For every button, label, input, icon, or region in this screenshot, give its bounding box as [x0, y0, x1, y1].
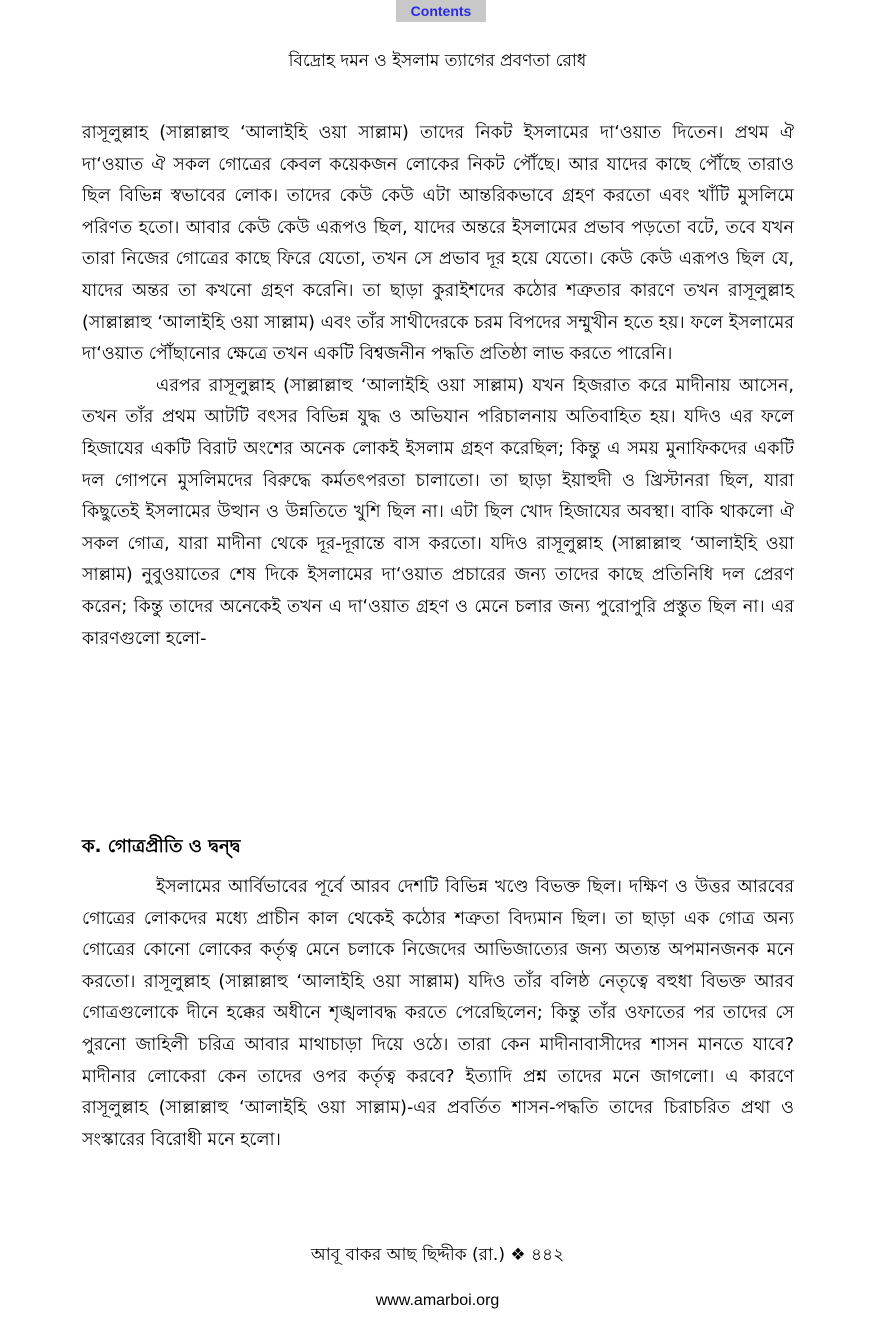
- footer-page-number: ৪৪২: [531, 1245, 565, 1265]
- section-body: [82, 872, 794, 1156]
- footer-book-title: আবূ বাকর আছ ছিদ্দীক (রা.): [310, 1245, 505, 1265]
- running-header: বিদ্রোহ দমন ও ইসলাম ত্যাগের প্রবণতা রোধ: [288, 51, 587, 71]
- website-link[interactable]: www.amarboi.org: [375, 1292, 500, 1309]
- main-body: [82, 118, 794, 655]
- paragraph-1: রাসূলুল্লাহ (সাল্লাল্লাহু ‘আলাইহি ওয়া সাল্লাম) তাদের নিকট ইসলামের দা‘ওয়াত দিতেন। প্রথম ঐ দা‘ওয়াত ঐ সকল গোত্রের কেবল কয়েকজন লোকের নিকট পৌঁছে। আর যাদের কাছে পৌঁছে তারাও ছিল বিভিন্ন স্বভাবের লোক। তাদের কেউ কেউ এটা আন্তরিকভাবে গ্রহণ করতো এবং খাঁটি মুসলিমে পরিণত হতো। আবার কেউ কেউ এরূপও ছিল, যাদের অন্তরে ইসলামের প্রভাব পড়তো বটে, তবে যখন তারা নিজের গোত্রের কাছে ফিরে যেতো, তখন সে প্রভাব দূর হয়ে যেতো। কেউ কেউ এরূপও ছিল যে, যাদের অন্তর তা কখনো গ্রহণ করেনি। তা ছাড়া কুরাইশদের কঠোর শত্রুতার কারণে তখন রাসূলুল্লাহ (সাল্লাল্লাহু ‘আলাইহি ওয়া সাল্লাম) এবং তাঁর সাথীদেরকে চরম বিপদের সম্মুখীন হতে হয়। ফলে ইসলামের দা‘ওয়াত পৌঁছানোর ক্ষেত্রে তখন একটি বিশ্বজনীন পদ্ধতি প্রতিষ্ঠা লাভ করতে পারেনি।: [82, 123, 794, 365]
- contents-button[interactable]: Contents: [396, 0, 486, 22]
- paragraph-2: এরপর রাসূলুল্লাহ (সাল্লাল্লাহু ‘আলাইহি ওয়া সাল্লাম) যখন হিজরাত করে মাদীনায় আসেন, তখন তাঁর প্রথম আটটি বৎসর বিভিন্ন যুদ্ধ ও অভিযান পরিচালনায় অতিবাহিত হয়। যদিও এর ফলে হিজাযের একটি বিরাট অংশের অনেক লোকই ইসলাম গ্রহণ করেছিল; কিন্তু এ সময় মুনাফিকদের একটি দল গোপনে মুসলিমদের বিরুদ্ধে কর্মতৎপরতা চালাতো। তা ছাড়া ইয়াহুদী ও খ্রিস্টানরা ছিল, যারা কিছুতেই ইসলামের উত্থান ও উন্নতিতে খুশি ছিল না। এটা ছিল খোদ হিজাযের অবস্থা। বাকি থাকলো ঐ সকল গোত্র, যারা মাদীনা থেকে দূর-দূরান্তে বাস করতো। যদিও রাসূলুল্লাহ (সাল্লাল্লাহু ‘আলাইহি ওয়া সাল্লাম) নুবুওয়াতের শেষ দিকে ইসলামের দা‘ওয়াত প্রচারের জন্য তাদের কাছে প্রতিনিধি দল প্রেরণ করেন; কিন্তু তাদের অনেকেই তখন এ দা‘ওয়াত গ্রহণ ও মেনে চলার জন্য পুরোপুরি প্রস্তুত ছিল না। এর কারণগুলো হলো-: [82, 375, 794, 649]
- section-heading: ক. গোত্রপ্রীতি ও দ্বন্দ্ব: [82, 836, 241, 857]
- footer-separator-icon: ❖: [510, 1245, 526, 1265]
- page-footer: [0, 1242, 875, 1268]
- section-paragraph: ইসলামের আর্বিভাবের পূর্বে আরব দেশটি বিভিন্ন খণ্ডে বিভক্ত ছিল। দক্ষিণ ও উত্তর আরবের গোত্রের লোকদের মধ্যে প্রাচীন কাল থেকেই কঠোর শত্রুতা বিদ্যমান ছিল। তা ছাড়া এক গোত্র অন্য গোত্রের কোনো লোকের কর্তৃত্ব মেনে চলাকে নিজেদের আভিজাত্যের জন্য অত্যন্ত অপমানজনক মনে করতো। রাসূলুল্লাহ (সাল্লাল্লাহু ‘আলাইহি ওয়া সাল্লাম) যদিও তাঁর বলিষ্ঠ নেতৃত্বে বহুধা বিভক্ত আরব গোত্রগুলোকে দীনে হক্কের অধীনে শৃঙ্খলাবদ্ধ করতে পেরেছিলেন; কিন্তু তাঁর ওফাতের পর তাদের সে পুরনো জাহিলী চরিত্র আবার মাথাচাড়া দিয়ে ওঠে। তারা কেন মাদীনাবাসীদের শাসন মানতে যাবে? মাদীনার লোকেরা কেন তাদের ওপর কর্তৃত্ব করবে? ইত্যাদি প্রশ্ন তাদের মনে জাগলো। এ কারণে রাসূলুল্লাহ (সাল্লাল্লাহু ‘আলাইহি ওয়া সাল্লাম)-এর প্রবর্তিত শাসন-পদ্ধতি তাদের চিরাচরিত প্রথা ও সংস্কারের বিরোধী মনে হলো।: [82, 877, 794, 1150]
